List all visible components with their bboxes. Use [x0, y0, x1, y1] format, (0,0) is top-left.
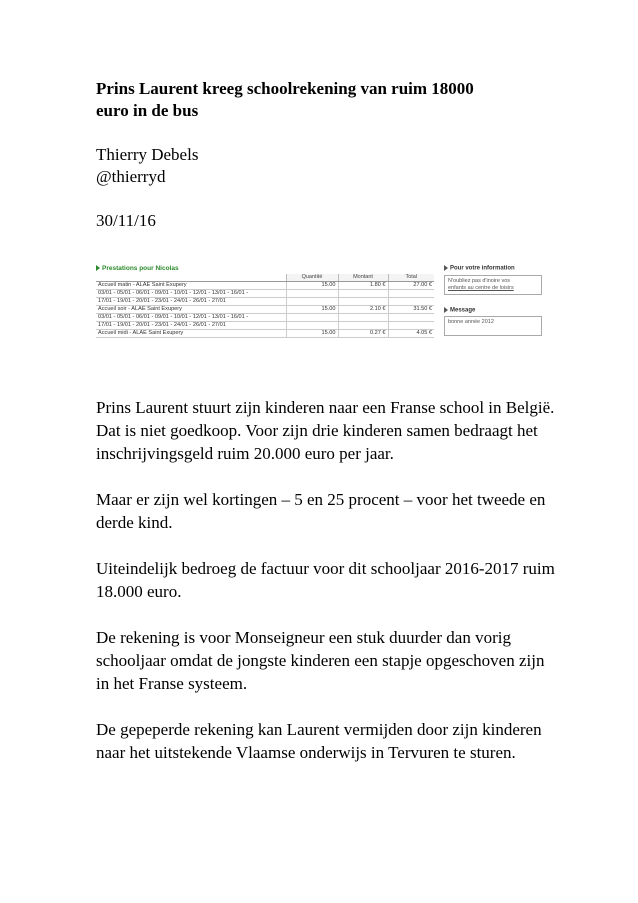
paragraph: De gepeperde rekening kan Laurent vermijden door zijn kinderen naar het uitstekende Vlaamse onderwijs in Tervuren te sturen. — [96, 720, 542, 762]
info-text-1: N'oubliez pas d'inoire vos — [448, 277, 511, 284]
invoice-row — [96, 282, 434, 290]
invoice-row-qty: 15.00 — [286, 330, 338, 338]
triangle-right-icon — [444, 265, 448, 271]
invoice-image — [96, 262, 542, 350]
invoice-row-amount: 0.27 € — [338, 330, 388, 338]
invoice-row — [96, 330, 434, 338]
author-handle: @thierryd — [96, 167, 166, 186]
message-header — [444, 307, 542, 315]
triangle-right-icon — [444, 307, 448, 313]
invoice-row-amount — [338, 314, 388, 322]
invoice-header-total: Total — [388, 274, 434, 282]
invoice-row-qty: 15.00 — [286, 282, 338, 290]
invoice-row-amount: 2.10 € — [338, 306, 388, 314]
paragraph: Uiteindelijk bedroeg de factuur voor dit schooljaar 2016-2017 ruim 18.000 euro. — [96, 559, 555, 601]
paragraph: De rekening is voor Monseigneur een stuk duurder dan vorig schooljaar omdat de jongste kinderen een stapje opgeschoven zijn in het Franse systeem. — [96, 628, 545, 693]
invoice-row — [96, 306, 434, 314]
invoice-row-desc: 17/01 - 19/01 - 20/01 - 23/01 - 24/01 - 26/01 - 27/01 — [96, 322, 286, 330]
article-body — [96, 396, 556, 787]
info-title: Pour votre information — [450, 265, 515, 272]
invoice-row-total — [388, 290, 434, 298]
invoice-row-qty: 15.00 — [286, 306, 338, 314]
invoice-row-desc: 03/01 - 05/01 - 06/01 - 09/01 - 10/01 - 12/01 - 13/01 - 16/01 - — [96, 314, 286, 322]
invoice-services-panel — [96, 262, 436, 350]
invoice-row-desc: Accueil matin - ALAE Saint Exupery — [96, 282, 286, 290]
invoice-row-total — [388, 298, 434, 306]
invoice-row-total — [388, 314, 434, 322]
invoice-row — [96, 290, 434, 298]
invoice-row-amount — [338, 322, 388, 330]
invoice-row-amount — [338, 298, 388, 306]
invoice-row-amount: 1.80 € — [338, 282, 388, 290]
invoice-row-desc: 17/01 - 19/01 - 20/01 - 23/01 - 24/01 - 26/01 - 27/01 — [96, 298, 286, 306]
invoice-child-name: Nicolas — [155, 265, 179, 272]
invoice-row-qty — [286, 290, 338, 298]
message-text: bonne année 2012 — [448, 319, 494, 326]
invoice-row-qty — [286, 298, 338, 306]
invoice-section-header — [96, 265, 434, 274]
paragraph: Maar er zijn wel kortingen – 5 en 25 procent – voor het tweede en derde kind. — [96, 490, 546, 532]
invoice-header-quantity: Quantité — [286, 274, 338, 282]
invoice-row — [96, 322, 434, 330]
invoice-row — [96, 298, 434, 306]
article-title-line-1: Prins Laurent kreeg schoolrekening van ruim 18000 — [96, 79, 474, 98]
info-box — [444, 275, 542, 295]
triangle-right-icon — [96, 265, 100, 271]
invoice-row-desc: 03/01 - 05/01 - 06/01 - 09/01 - 10/01 - 12/01 - 13/01 - 16/01 - — [96, 290, 286, 298]
info-text-2: enfants au centre de loisirs — [448, 284, 514, 291]
invoice-row-desc: Accueil soir - ALAE Saint Exupery — [96, 306, 286, 314]
invoice-row-qty — [286, 322, 338, 330]
invoice-row-total: 27.00 € — [388, 282, 434, 290]
author-name: Thierry Debels — [96, 145, 199, 164]
invoice-row-total: 31.50 € — [388, 306, 434, 314]
invoice-row-desc: Accueil midi - ALAE Saint Exupery — [96, 330, 286, 338]
invoice-header-amount: Montant — [338, 274, 388, 282]
article-date: 30/11/16 — [96, 211, 156, 230]
invoice-row-total — [388, 322, 434, 330]
invoice-table — [96, 274, 434, 338]
info-header — [444, 265, 542, 273]
invoice-section-title: Prestations pour — [102, 265, 154, 272]
invoice-table-header-row — [96, 274, 434, 282]
invoice-row-amount — [338, 290, 388, 298]
invoice-row-total: 4.05 € — [388, 330, 434, 338]
message-title: Message — [450, 307, 476, 314]
invoice-info-panel — [444, 262, 542, 350]
paragraph: Prins Laurent stuurt zijn kinderen naar een Franse school in België. Dat is niet goedkoop. Voor zijn drie kinderen samen bedraagt het inschrijvingsgeld ruim 20.000 euro per jaar. — [96, 398, 555, 463]
invoice-row-qty — [286, 314, 338, 322]
invoice-header-blank — [96, 274, 286, 282]
article-header — [96, 78, 556, 232]
message-box — [444, 316, 542, 336]
article-title-line-2: euro in de bus — [96, 101, 199, 120]
invoice-row — [96, 314, 434, 322]
